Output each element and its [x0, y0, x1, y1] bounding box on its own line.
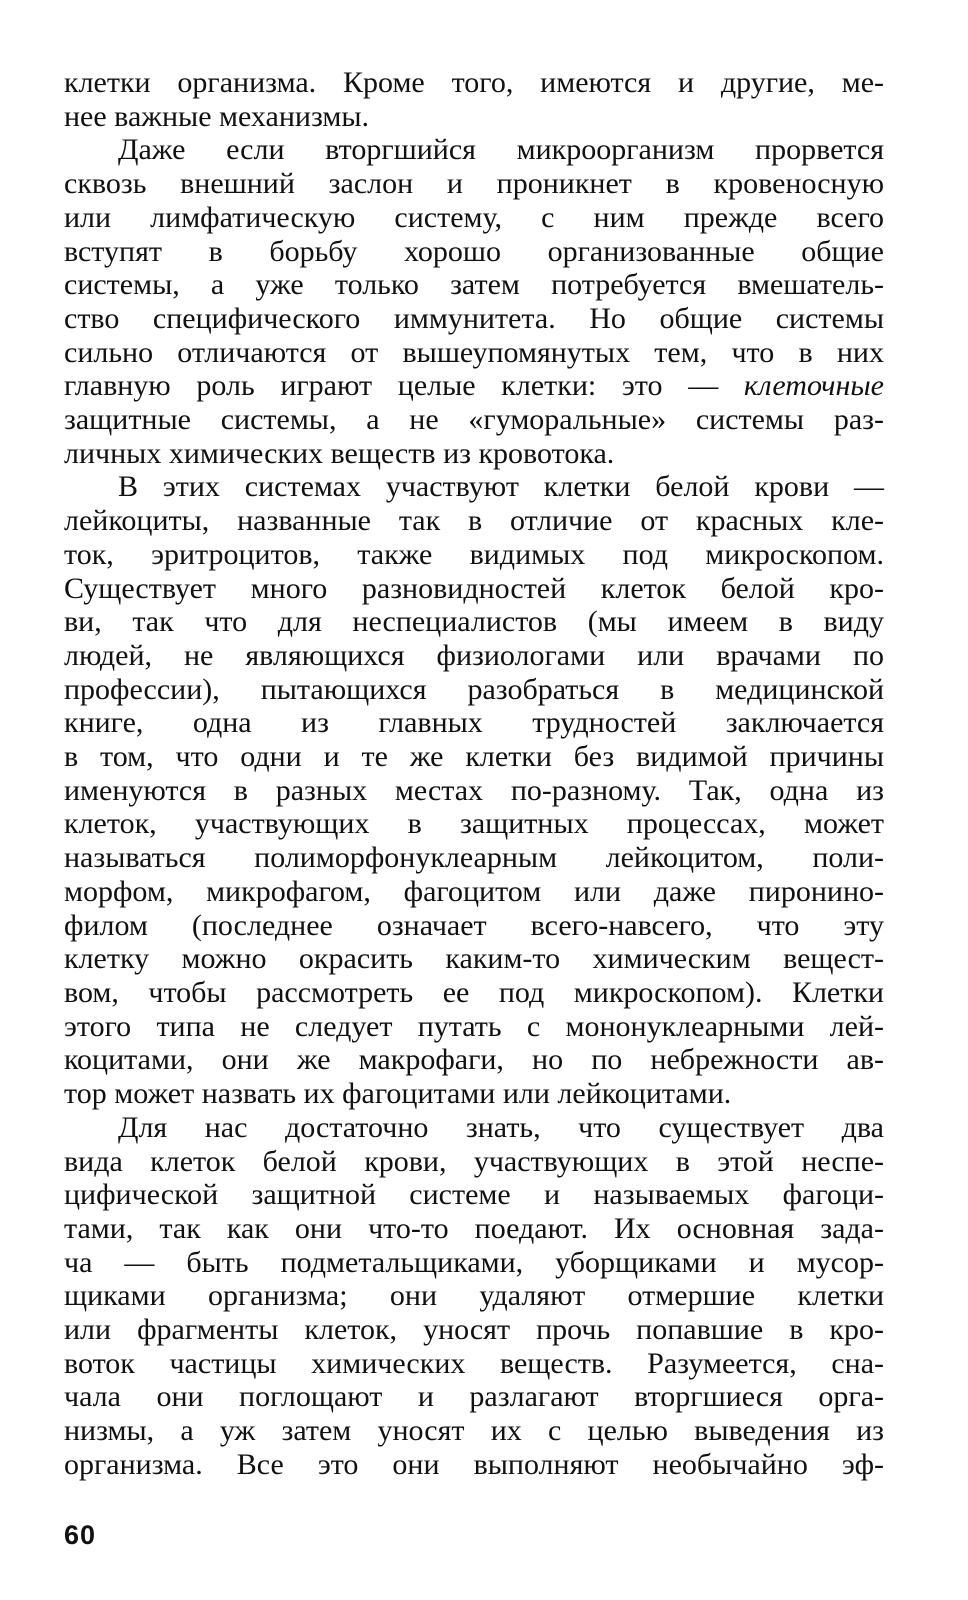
- text-line: или фрагменты клеток, уносят прочь попавшие в кро-: [64, 1313, 884, 1347]
- text-line: чала они поглощают и разлагают вторгшиеся орга-: [64, 1380, 884, 1414]
- text-line: коцитами, они же макрофаги, но по небрежности ав-: [64, 1043, 884, 1077]
- text-line: называться полиморфонуклеарным лейкоцитом, поли-: [64, 841, 884, 875]
- text-line: В этих системах участвуют клетки белой крови —: [118, 470, 884, 504]
- text-line: защитные системы, а не «гуморальные» системы раз-: [64, 403, 884, 437]
- text-line: системы, а уже только затем потребуется вмешатель-: [64, 268, 884, 302]
- text-line: или лимфатическую систему, с ним прежде всего: [64, 200, 884, 234]
- text-line: людей, не являющихся физиологами или врачами по: [64, 638, 884, 672]
- text-line: вида клеток белой крови, участвующих в этой неспе-: [64, 1144, 884, 1178]
- page-text: [64, 66, 884, 1482]
- text-line: клетки организма. Кроме того, имеются и другие, ме-: [64, 66, 884, 99]
- text-line: ство специфического иммунитета. Но общие системы: [64, 301, 884, 335]
- text-line: низмы, а уж затем уносят их с целью выведения из: [64, 1414, 884, 1448]
- italic-term: клеточные: [743, 369, 884, 403]
- page-number: 60: [64, 1520, 97, 1550]
- paragraph-3: [64, 470, 884, 1110]
- text-line: книге, одна из главных трудностей заключается: [64, 706, 884, 740]
- text-line: в том, что одни и те же клетки без видимой причины: [64, 740, 884, 774]
- text-line: именуются в разных местах по-разному. Так, одна из: [64, 773, 884, 807]
- text-line: вступят в борьбу хорошо организованные общие: [64, 234, 884, 268]
- text-line-with-italic: [64, 369, 884, 403]
- paragraph-4: [64, 1111, 884, 1482]
- text-line: личных химических веществ из кровотока.: [64, 436, 615, 470]
- text-line: сквозь внешний заслон и проникнет в кровеносную: [64, 167, 884, 201]
- text-line: профессии), пытающихся разобраться в медицинской: [64, 672, 884, 706]
- paragraph-2: [64, 133, 884, 470]
- text-line: Даже если вторгшийся микроорганизм прорвется: [118, 133, 884, 167]
- text-line: цифической защитной системе и называемых фагоци-: [64, 1178, 884, 1212]
- text-line: клеток, участвующих в защитных процессах, может: [64, 807, 884, 841]
- text-line: клетку можно окрасить каким-то химическим вещест-: [64, 942, 884, 976]
- paragraph-1: [64, 66, 884, 133]
- text-line: сильно отличаются от вышеупомянутых тем, что в них: [64, 335, 884, 369]
- text-line: ча — быть подметальщиками, уборщиками и мусор-: [64, 1245, 884, 1279]
- text-line: нее важные механизмы.: [64, 99, 370, 133]
- text-line: Для нас достаточно знать, что существует два: [118, 1110, 884, 1144]
- text-line: Существует много разновидностей клеток белой кро-: [64, 571, 884, 605]
- text-line: тами, так как они что-то поедают. Их основная зада-: [64, 1211, 884, 1245]
- text-line: тор может назвать их фагоцитами или лейкоцитами.: [64, 1077, 732, 1111]
- text-line: организма. Все это они выполняют необычайно эф-: [64, 1447, 884, 1481]
- text-line: морфом, микрофагом, фагоцитом или даже пиронино-: [64, 874, 884, 908]
- text-line: щиками организма; они удаляют отмершие клетки: [64, 1279, 884, 1313]
- text-line: воток частицы химических веществ. Разумеется, сна-: [64, 1346, 884, 1380]
- text-fragment: главную роль играют целые клетки: это —: [64, 369, 719, 403]
- text-line: ви, так что для неспециалистов (мы имеем в виду: [64, 605, 884, 639]
- text-line: этого типа не следует путать с мононуклеарными лей-: [64, 1009, 884, 1043]
- text-line: лейкоциты, названные так в отличие от красных кле-: [64, 504, 884, 538]
- text-line: филом (последнее означает всего-навсего, что эту: [64, 908, 884, 942]
- text-line: вом, чтобы рассмотреть ее под микроскопом). Клетки: [64, 975, 884, 1009]
- text-line: ток, эритроцитов, также видимых под микроскопом.: [64, 537, 884, 571]
